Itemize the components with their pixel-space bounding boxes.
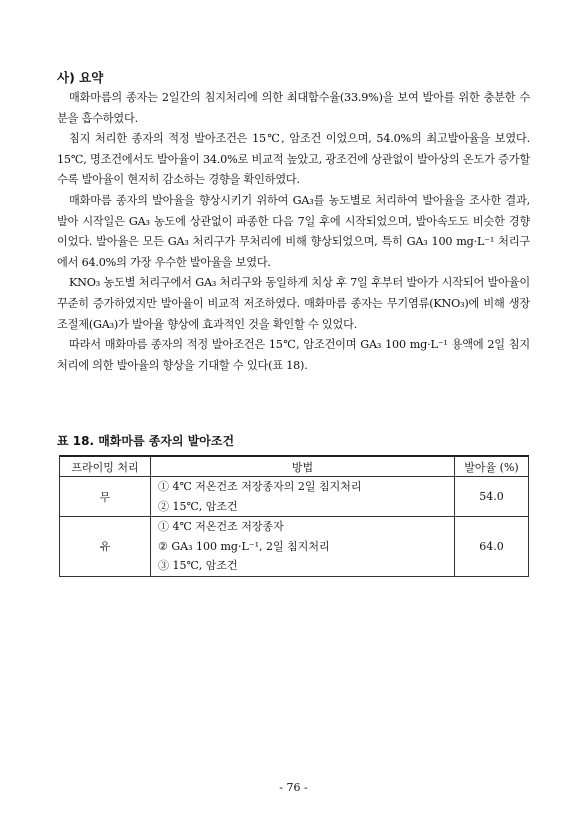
header-rate: 발아율 (%)	[455, 456, 529, 477]
header-priming: 프라이밍 처리	[60, 456, 151, 477]
table-row	[60, 517, 529, 577]
cell-rate: 64.0	[455, 517, 529, 577]
method-step: ③ 15℃, 암조건	[158, 559, 238, 572]
paragraph-5: 따라서 매화마름 종자의 적정 발아조건은 15℃, 암조건이며 GA₃ 100 mg·L⁻¹ 용액에 2일 침지처리에 의한 발아율의 향상을 기대할 수 있다(표 18).	[57, 338, 530, 372]
summary-body	[57, 88, 530, 376]
germination-table	[59, 455, 529, 577]
cell-method	[151, 477, 455, 517]
table-caption: 표 18. 매화마름 종자의 발아조건	[57, 434, 235, 448]
table-row	[60, 477, 529, 517]
cell-priming: 무	[60, 477, 151, 517]
page-number: - 76 -	[279, 781, 308, 794]
paragraph-3: 매화마름 종자의 발아율을 향상시키기 위하여 GA₃를 농도별로 처리하여 발아율을 조사한 결과, 발아 시작일은 GA₃ 농도에 상관없이 파종한 다음 7일 후에 시작되었으며, 발아속도도 비슷한 경향이었다. 발아율은 모든 GA₃ 처리구가 무처리에 비해 향상되었으며, 특히 GA₃ 100 mg·L⁻¹ 처리구에서 64.0%의 가장 우수한 발아율을 보였다.	[57, 193, 530, 269]
method-step: ② GA₃ 100 mg·L⁻¹, 2일 침지처리	[158, 539, 330, 553]
cell-rate: 54.0	[455, 477, 529, 517]
method-step: ① 4℃ 저온건조 저장종자의 2일 침지처리	[158, 480, 362, 493]
section-heading: 사) 요약	[57, 70, 104, 85]
method-step: ② 15℃, 암조건	[158, 499, 238, 513]
paragraph-1: 매화마름의 종자는 2일간의 침지처리에 의한 최대함수율(33.9%)을 보여 발아를 위한 충분한 수분을 흡수하였다.	[57, 91, 530, 125]
paragraph-4: KNO₃ 농도별 처리구에서 GA₃ 처리구와 동일하게 치상 후 7일 후부터 발아가 시작되어 발아율이 꾸준히 증가하였지만 발아율이 비교적 저조하였다. 매화마름 종자는 무기염류(KNO₃)에 비해 생장조절제(GA₃)가 발아율 향상에 효과적인 것을 확인할 수 있었다.	[57, 276, 530, 331]
method-step: ① 4℃ 저온건조 저장종자	[158, 520, 284, 533]
header-method: 방법	[151, 456, 455, 477]
cell-priming: 유	[60, 517, 151, 577]
cell-method	[151, 517, 455, 577]
table-header-row	[60, 456, 529, 477]
paragraph-2: 침지 처리한 종자의 적정 발아조건은 15℃, 암조건 이었으며, 54.0%의 최고발아율을 보였다. 15℃, 명조건에서도 발아율이 34.0%로 비교적 높았고, 광조건에 상관없이 발아상의 온도가 증가할수록 발아율이 현저히 감소하는 경향을 확인하였다.	[57, 132, 530, 187]
